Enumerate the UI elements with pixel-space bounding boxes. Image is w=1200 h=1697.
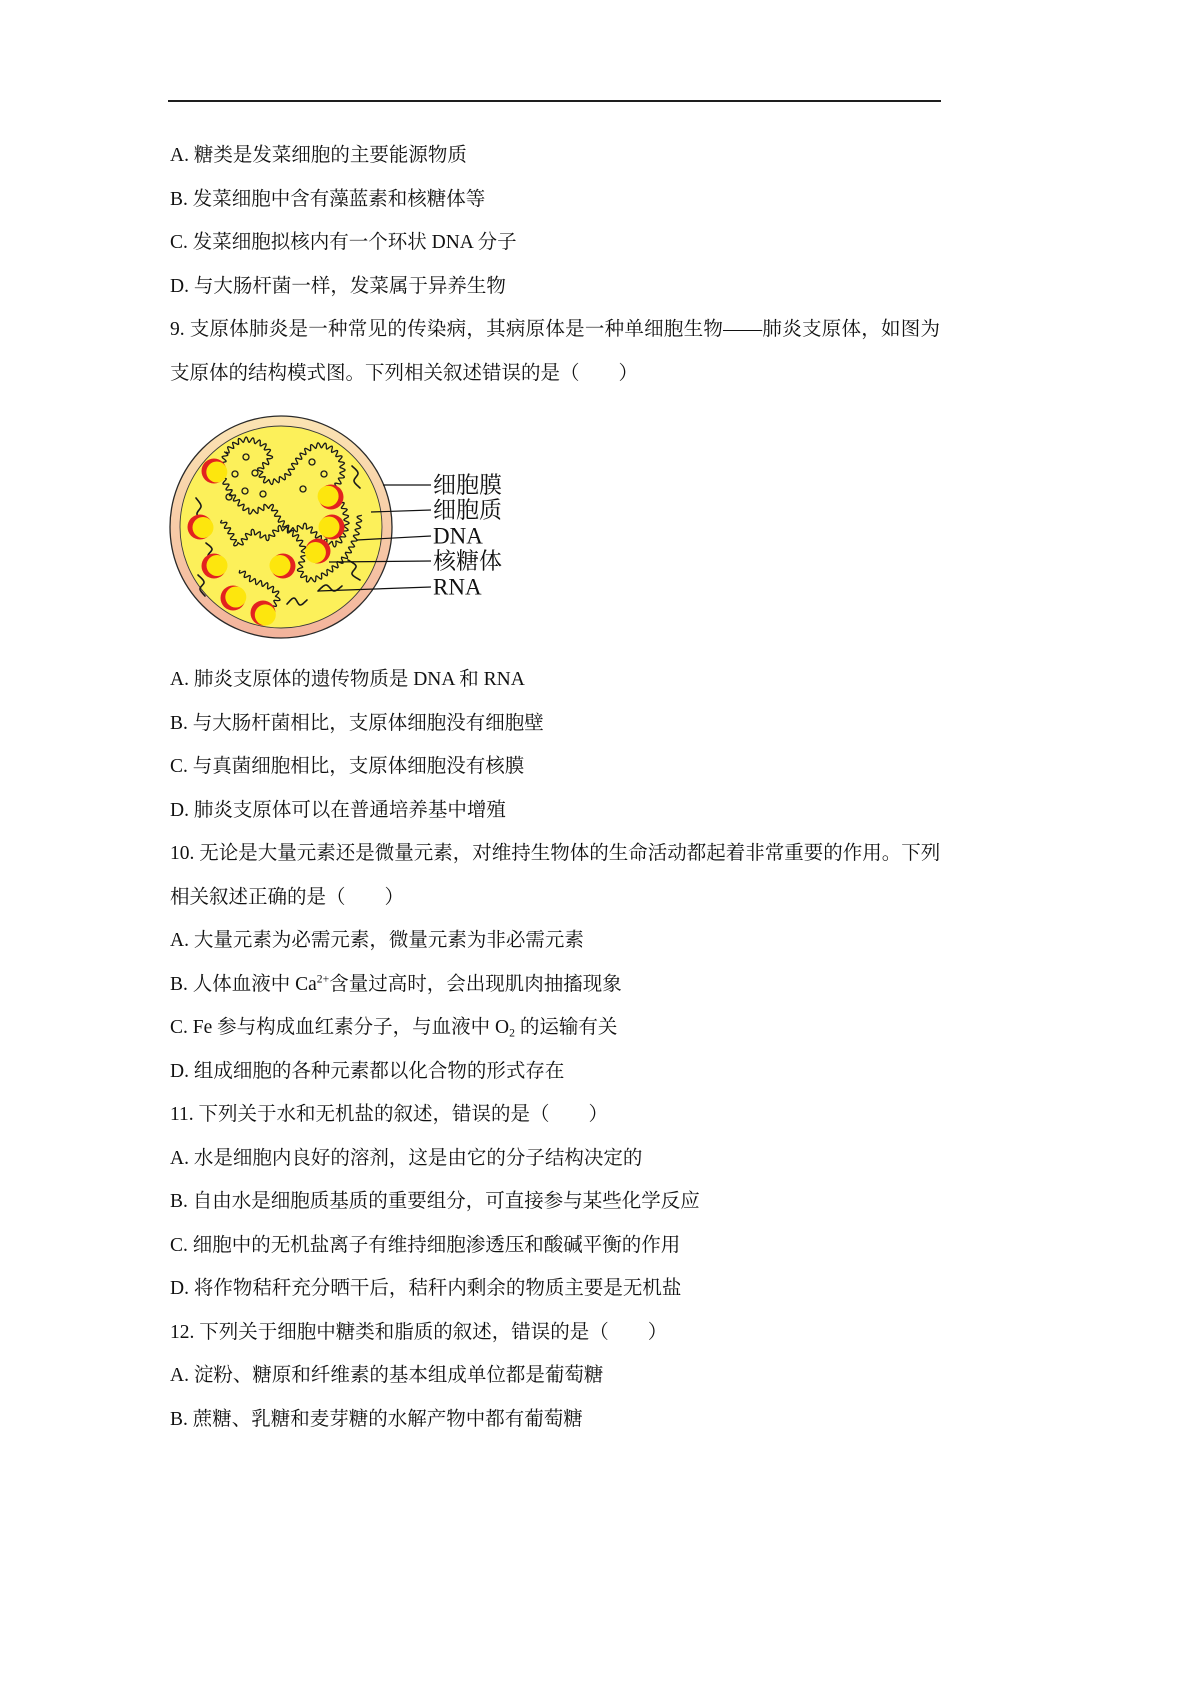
label-dna: DNA: [433, 523, 483, 549]
label-cell-membrane: 细胞膜: [433, 472, 502, 498]
q10-option-c-text-end: 的运输有关: [514, 1017, 618, 1039]
q9-option-c: C. 与真菌细胞相比，支原体细胞没有核膜: [170, 756, 525, 778]
q9-stem-line-2: 支原体的结构模式图。下列相关叙述错误的是（ ）: [170, 362, 639, 384]
q11-option-b: B. 自由水是细胞质基质的重要组分，可直接参与某些化学反应: [170, 1191, 700, 1213]
q12-option-b: B. 蔗糖、乳糖和麦芽糖的水解产物中都有葡萄糖: [170, 1408, 583, 1430]
q10-option-c-text: C. Fe 参与构成血红素分子，与血液中 O: [170, 1017, 510, 1039]
q10-option-a: A. 大量元素为必需元素，微量元素为非必需元素: [170, 930, 584, 952]
q8-option-a: A. 糖类是发菜细胞的主要能源物质: [170, 145, 467, 167]
ribosome-body: [270, 555, 291, 576]
ribosome-body: [207, 555, 228, 576]
q9-option-d: D. 肺炎支原体可以在普通培养基中增殖: [170, 799, 506, 821]
label-ribosome: 核糖体: [433, 548, 502, 574]
ribosome-body: [305, 542, 326, 563]
ribosome-body: [318, 486, 339, 507]
q10-option-b-text: B. 人体血液中 Ca: [170, 973, 317, 995]
q10-option-c: [170, 1006, 940, 1050]
q10-option-d: D. 组成细胞的各种元素都以化合物的形式存在: [170, 1060, 565, 1082]
header-rule: [168, 100, 941, 102]
oxygen-subscript: 2: [509, 1026, 515, 1040]
q9-option-a: A. 肺炎支原体的遗传物质是 DNA 和 RNA: [170, 669, 525, 691]
q10-option-b: [170, 963, 940, 1007]
label-cytoplasm: 细胞质: [433, 497, 502, 523]
q8-option-b: B. 发菜细胞中含有藻蓝素和核糖体等: [170, 188, 486, 210]
ribosome-body: [255, 604, 276, 625]
q12-stem: 12. 下列关于细胞中糖类和脂质的叙述，错误的是（ ）: [170, 1321, 668, 1343]
calcium-charge-superscript: 2+: [316, 972, 330, 986]
q8-option-c: C. 发菜细胞拟核内有一个环状 DNA 分子: [170, 232, 517, 254]
q9-stem-line-1: 9. 支原体肺炎是一种常见的传染病，其病原体是一种单细胞生物——肺炎支原体，如图为: [170, 319, 940, 341]
mycoplasma-structure-diagram: [160, 400, 560, 655]
q10-option-b-text-end: 含量过高时，会出现肌肉抽搐现象: [329, 973, 622, 995]
q10-stem-line-2: 相关叙述正确的是（ ）: [170, 886, 405, 908]
lower-text-block: [170, 658, 940, 1441]
ribosome-body: [225, 587, 246, 608]
q8-option-d: D. 与大肠杆菌一样，发菜属于异养生物: [170, 275, 506, 297]
q11-option-d: D. 将作物秸秆充分晒干后，秸秆内剩余的物质主要是无机盐: [170, 1278, 682, 1300]
q11-option-c: C. 细胞中的无机盐离子有维持细胞渗透压和酸碱平衡的作用: [170, 1234, 681, 1256]
q11-option-a: A. 水是细胞内良好的溶剂，这是由它的分子结构决定的: [170, 1147, 643, 1169]
upper-text-block: [170, 134, 940, 395]
q10-stem-line-1: 10. 无论是大量元素还是微量元素，对维持生物体的生命活动都起着非常重要的作用。下列: [170, 843, 941, 865]
q12-option-a: A. 淀粉、糖原和纤维素的基本组成单位都是葡萄糖: [170, 1365, 604, 1387]
ribosome-body: [206, 462, 227, 483]
ribosome-body: [319, 517, 340, 538]
q9-option-b: B. 与大肠杆菌相比，支原体细胞没有细胞壁: [170, 712, 544, 734]
ribosome-body: [193, 517, 214, 538]
q11-stem: 11. 下列关于水和无机盐的叙述，错误的是（ ）: [170, 1104, 609, 1126]
label-rna: RNA: [433, 574, 482, 600]
